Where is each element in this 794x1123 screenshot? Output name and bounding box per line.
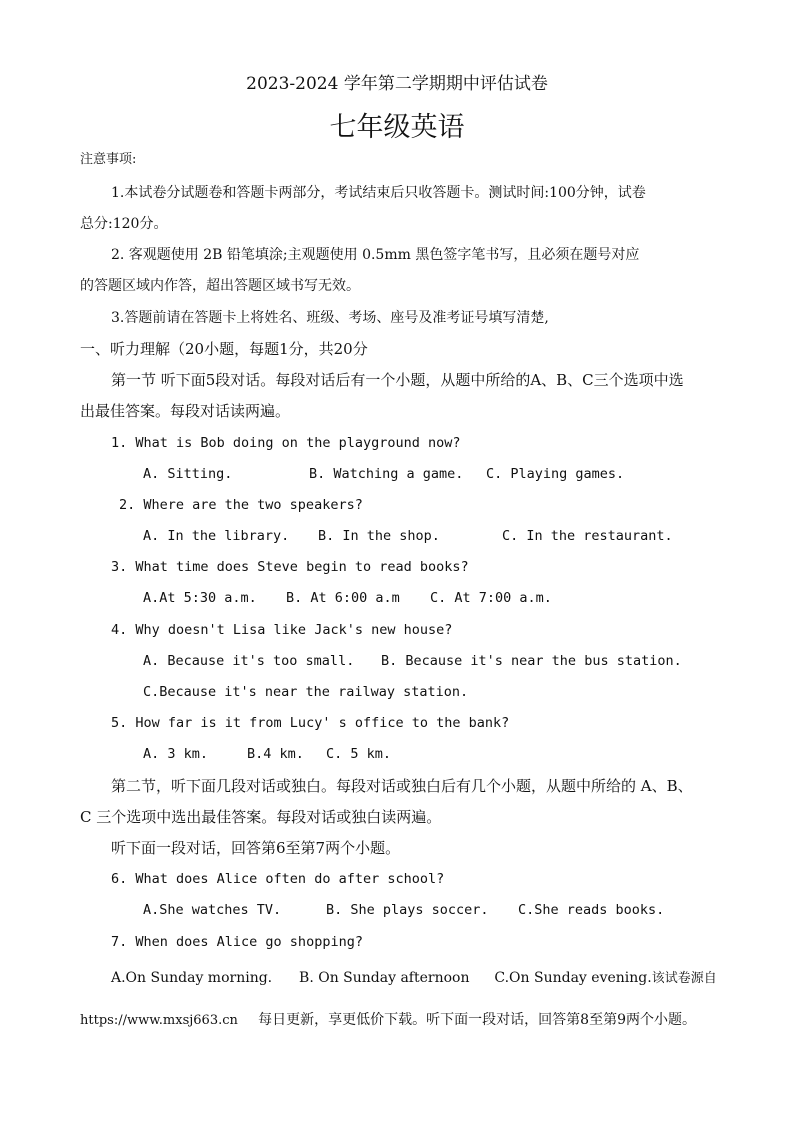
notice-item-2-a: 2. 客观题使用 2B 铅笔填涂;主观题使用 0.5mm 黑色签字笔书写，且必须在题号对应: [111, 247, 640, 263]
question-7-option-c: C.On Sunday evening.: [494, 970, 652, 986]
question-6-option-b: B. She plays soccer.: [326, 902, 489, 918]
part-1-intro-b: 出最佳答案。每段对话读两遍。: [80, 402, 291, 420]
notice-item-3: 3.答题前请在答题卡上将姓名、班级、考场、座号及准考证号填写清楚,: [111, 310, 549, 326]
question-2-stem: 2. Where are the two speakers?: [119, 497, 363, 513]
notice-item-1-a: 1.本试卷分试题卷和答题卡两部分，考试结束后只收答题卡。测试时间:100分钟，试卷: [111, 185, 646, 201]
question-5-option-b: B.4 km.: [247, 746, 304, 762]
question-2-option-a: A. In the library.: [143, 528, 290, 544]
question-1-option-b: B. Watching a game.: [309, 466, 464, 482]
question-5-stem: 5. How far is it from Lucy' s office to the bank?: [111, 715, 510, 731]
question-1-stem: 1. What is Bob doing on the playground now?: [111, 435, 461, 451]
question-4-option-c: C.Because it's near the railway station.: [143, 684, 469, 700]
question-6-stem: 6. What does Alice often do after school?: [111, 871, 445, 887]
question-3-option-b: B. At 6:00 a.m: [286, 590, 400, 606]
footer-url[interactable]: https://www.mxsj663.cn: [80, 1013, 238, 1028]
notice-item-2-b: 的答题区域内作答，超出答题区域书写无效。: [80, 278, 360, 294]
question-3-option-a: A.At 5:30 a.m.: [143, 590, 257, 606]
question-1-option-c: C. Playing games.: [486, 466, 625, 482]
footer-line: [80, 1010, 696, 1031]
question-3-option-c: C. At 7:00 a.m.: [430, 590, 552, 606]
part-2-intro-a: 第二节，听下面几段对话或独白。每段对话或独白后有几个小题，从题中所给的 A、B、: [111, 777, 693, 795]
question-1-option-a: A. Sitting.: [143, 466, 233, 482]
question-2-option-b: B. In the shop.: [318, 528, 440, 544]
part-2-intro-b: C 三个选项中选出最佳答案。每段对话或独白读两遍。: [80, 808, 442, 826]
footer-text: 每日更新，享更低价下载。听下面一段对话，回答第8至第9两个小题。: [258, 1012, 696, 1028]
question-5-option-c: C. 5 km.: [326, 746, 392, 762]
question-3-stem: 3. What time does Steve begin to read books?: [111, 559, 469, 575]
question-7-stem: 7. When does Alice go shopping?: [111, 934, 363, 950]
question-7-option-a: A.On Sunday morning.: [111, 970, 273, 986]
notice-heading: 注意事项:: [80, 152, 137, 167]
part-1-intro-a: 第一节 听下面5段对话。每段对话后有一个小题，从题中所给的A、B、C三个选项中选: [111, 371, 684, 389]
part-2-subheading: 听下面一段对话，回答第6至第7两个小题。: [111, 839, 401, 857]
question-4-option-b: B. Because it's near the bus station.: [381, 653, 682, 669]
subject-title: 七年级英语: [329, 112, 465, 143]
question-4-stem: 4. Why doesn't Lisa like Jack's new house?: [111, 622, 453, 638]
question-6-option-a: A.She watches TV.: [143, 902, 282, 918]
question-7-option-b: B. On Sunday afternoon: [299, 970, 470, 986]
question-4-option-a: A. Because it's too small.: [143, 653, 355, 669]
question-7-tail: 该试卷源自: [651, 971, 717, 986]
section-1-heading: 一、听力理解（20小题，每题1分，共20分: [80, 340, 368, 358]
question-5-option-a: A. 3 km.: [143, 746, 209, 762]
question-2-option-c: C. In the restaurant.: [502, 528, 673, 544]
notice-item-1-b: 总分:120分。: [80, 216, 168, 232]
exam-title: 2023-2024 学年第二学期期中评估试卷: [246, 74, 548, 94]
question-7-options: [111, 968, 717, 989]
question-6-option-c: C.She reads books.: [518, 902, 665, 918]
